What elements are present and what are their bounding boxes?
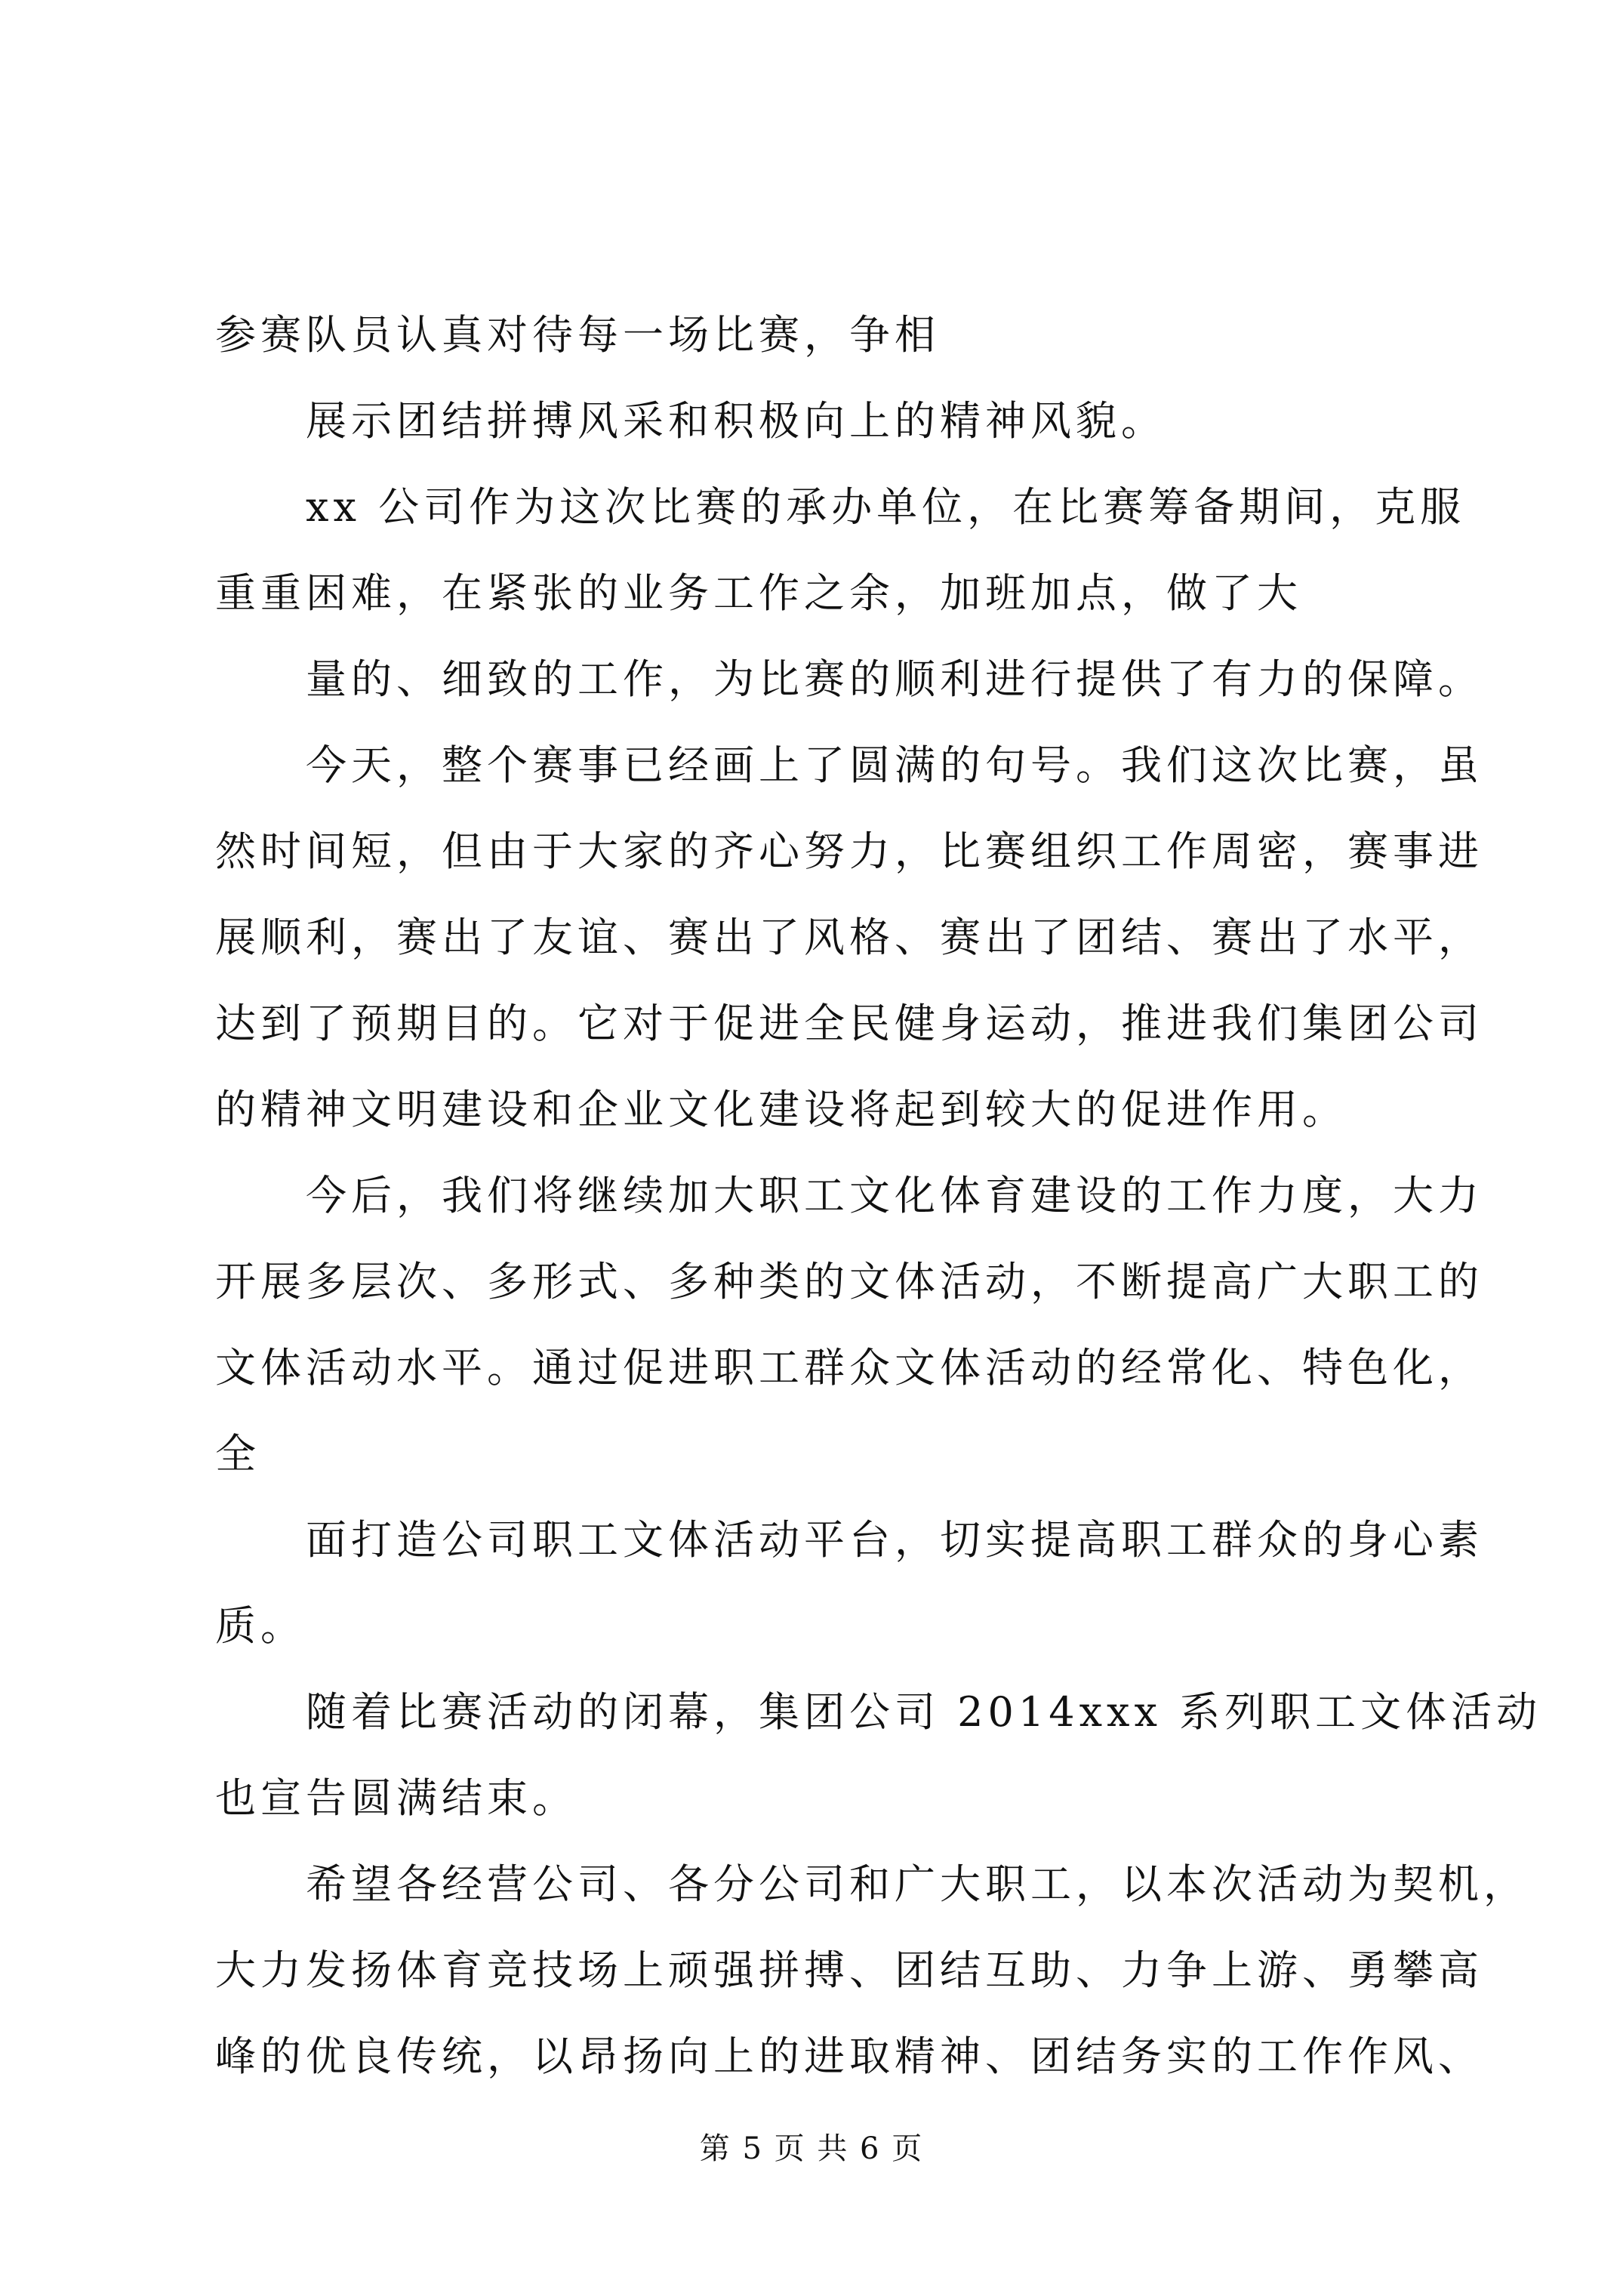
- text-line-1: 参赛队员认真对待每一场比赛，争相: [215, 311, 940, 359]
- text-line-7: 然时间短，但由于大家的齐心努力，比赛组织工作周密，赛事进: [215, 827, 1483, 875]
- text-line-3: xx 公司作为这次比赛的承办单位，在比赛筹备期间，克服: [306, 483, 1466, 531]
- text-line-10: 的精神文明建设和企业文化建设将起到较大的促进作用。: [215, 1086, 1347, 1133]
- text-line-19: 希望各经营公司、各分公司和广大职工，以本次活动为契机，: [306, 1860, 1529, 1908]
- text-line-2: 展示团结拼搏风采和积极向上的精神风貌。: [306, 397, 1166, 445]
- text-line-8: 展顺利，赛出了友谊、赛出了风格、赛出了团结、赛出了水平，: [215, 914, 1483, 961]
- text-line-12: 开展多层次、多形式、多种类的文体活动，不断提高广大职工的: [215, 1258, 1483, 1305]
- page-number-footer: 第 5 页 共 6 页: [699, 2131, 924, 2166]
- text-line-15: 面打造公司职工文体活动平台，切实提高职工群众的身心素: [306, 1516, 1483, 1564]
- text-line-4: 重重困难，在紧张的业务工作之余，加班加点，做了大: [215, 569, 1302, 617]
- text-line-18: 也宣告圆满结束。: [215, 1774, 577, 1822]
- text-line-20: 大力发扬体育竞技场上顽强拼搏、团结互助、力争上游、勇攀高: [215, 1946, 1483, 1994]
- text-line-11: 今后，我们将继续加大职工文化体育建设的工作力度，大力: [306, 1172, 1483, 1219]
- text-line-21: 峰的优良传统，以昂扬向上的进取精神、团结务实的工作作风、: [215, 2032, 1483, 2080]
- text-line-14: 全: [215, 1430, 260, 1478]
- text-line-13: 文体活动水平。通过促进职工群众文体活动的经常化、特色化，: [215, 1344, 1483, 1391]
- text-line-9: 达到了预期目的。它对于促进全民健身运动，推进我们集团公司: [215, 1000, 1483, 1047]
- text-line-6: 今天，整个赛事已经画上了圆满的句号。我们这次比赛，虽: [306, 741, 1483, 789]
- text-line-16: 质。: [215, 1602, 306, 1650]
- text-line-17: 随着比赛活动的闭幕，集团公司 2014xxx 系列职工文体活动: [306, 1688, 1542, 1736]
- text-line-5: 量的、细致的工作，为比赛的顺利进行提供了有力的保障。: [306, 655, 1483, 703]
